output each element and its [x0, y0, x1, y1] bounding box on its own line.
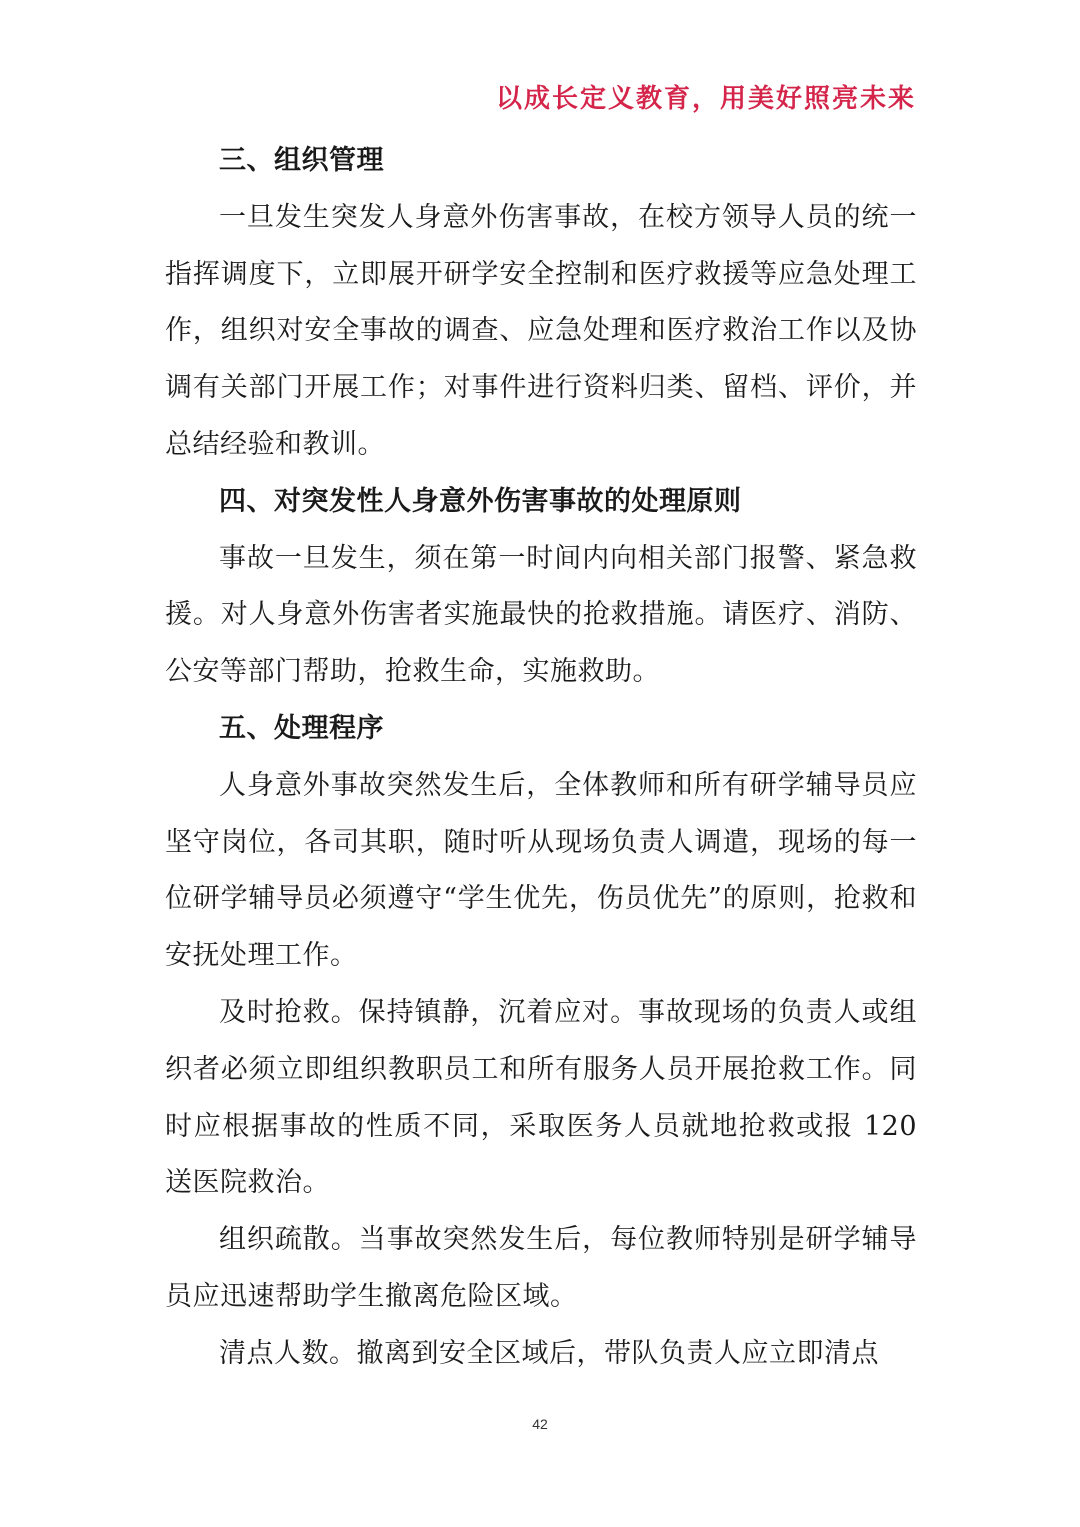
document-body — [165, 133, 917, 1383]
section-heading: 三、组织管理 — [219, 145, 384, 176]
paragraph: 人身意外事故突然发生后，全体教师和所有研学辅导员应坚守岗位，各司其职，随时听从现场负责人调遣，现场的每一位研学辅导员必须遵守“学生优先，伤员优先”的原则，抢救和安抚处理工作。 — [165, 769, 917, 972]
paragraph: 清点人数。撤离到安全区域后，带队负责人应立即清点 — [219, 1337, 879, 1369]
paragraph: 组织疏散。当事故突然发生后，每位教师特别是研学辅导员应迅速帮助学生撤离危险区域。 — [165, 1224, 917, 1312]
paragraph: 及时抢救。保持镇静，沉着应对。事故现场的负责人或组织者必须立即组织教职员工和所有服务人员开展抢救工作。同时应根据事故的性质不同，采取医务人员就地抢救或报 120 送医院救治。 — [165, 996, 917, 1199]
page-number: 42 — [532, 1416, 548, 1432]
paragraph: 一旦发生突发人身意外伤害事故，在校方领导人员的统一指挥调度下，立即展开研学安全控制和医疗救援等应急处理工作，组织对安全事故的调查、应急处理和医疗救治工作以及协调有关部门开展工作；对事件进行资料归类、留档、评价，并总结经验和教训。 — [165, 201, 917, 460]
section-heading: 五、处理程序 — [219, 712, 384, 744]
section-heading: 四、对突发性人身意外伤害事故的处理原则 — [219, 485, 742, 517]
paragraph: 事故一旦发生，须在第一时间内向相关部门报警、紧急救援。对人身意外伤害者实施最快的抢救措施。请医疗、消防、公安等部门帮助，抢救生命，实施救助。 — [165, 542, 917, 688]
header-slogan: 以成长定义教育，用美好照亮未来 — [495, 84, 916, 114]
